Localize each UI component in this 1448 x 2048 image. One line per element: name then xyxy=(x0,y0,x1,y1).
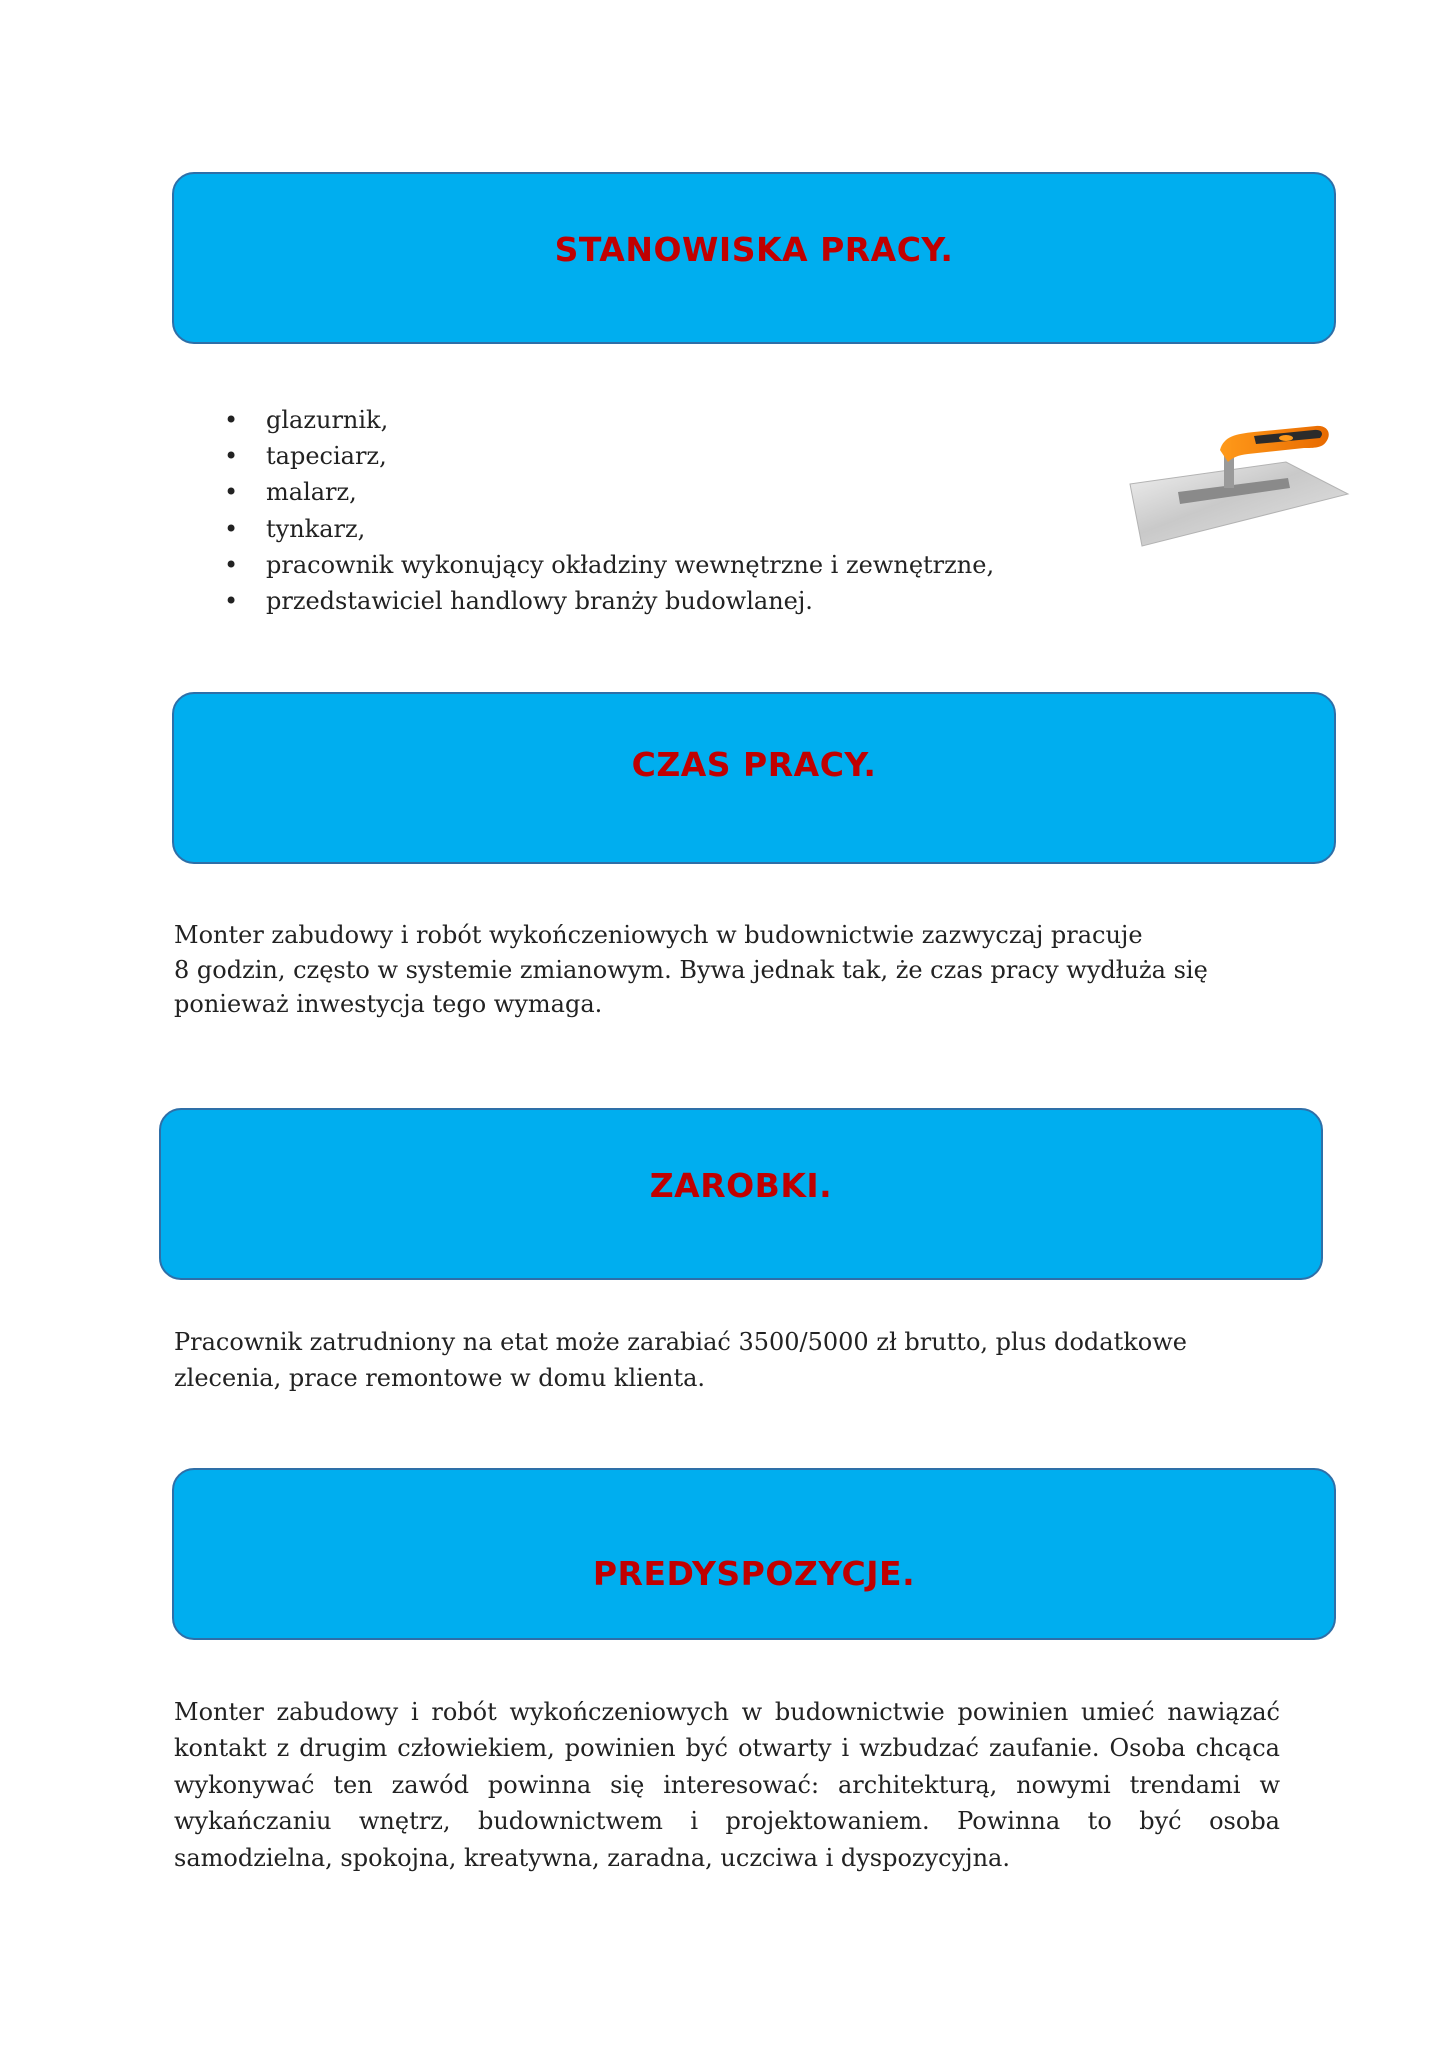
trowel-icon xyxy=(1128,418,1350,553)
banner-zarobki xyxy=(159,1108,1323,1280)
list-item: • tynkarz, xyxy=(224,511,994,547)
heading-czas-pracy: CZAS PRACY. xyxy=(631,745,877,784)
list-item: • pracownik wykonujący okładziny wewnętrzne i zewnętrzne, xyxy=(224,547,994,583)
text-line: 8 godzin, często w systemie zmianowym. Bywa jednak tak, że czas pracy wydłuża się xyxy=(174,955,1208,984)
heading-stanowiska-pracy: STANOWISKA PRACY. xyxy=(554,230,954,269)
list-item: • glazurnik, xyxy=(224,402,994,438)
czas-pracy-text xyxy=(174,918,1280,1022)
predyspozycje-text: Monter zabudowy i robót wykończeniowych w budownictwie powinien umieć nawiązać kontakt z drugim człowiekiem, powinien być otwarty i wzbudzać zaufanie. Osoba chcąca wykonywać ten zawód powinna się interesować: architekturą, nowymi trendami w wykańczaniu wnętrz, budownictwem i projektowaniem. Powinna to być osoba samodzielna, spokojna, kreatywna, zaradna, uczciwa i dyspozycyjna. xyxy=(174,1698,1280,1872)
list-item: • tapeciarz, xyxy=(224,438,994,474)
zarobki-text: Pracownik zatrudniony na etat może zarabiać 3500/5000 zł brutto, plus dodatkowe zlecenia, prace remontowe w domu klienta. xyxy=(174,1328,1187,1392)
banner-predyspozycje xyxy=(172,1468,1336,1640)
heading-zarobki: ZAROBKI. xyxy=(649,1166,833,1205)
list-item: • malarz, xyxy=(224,474,994,510)
heading-predyspozycje: PREDYSPOZYCJE. xyxy=(592,1554,916,1593)
text-line: ponieważ inwestycja tego wymaga. xyxy=(174,990,603,1018)
text-line: Monter zabudowy i robót wykończeniowych w budownictwie zazwyczaj pracuje xyxy=(174,921,1143,949)
job-positions-list xyxy=(224,402,994,619)
list-item: • przedstawiciel handlowy branży budowlanej. xyxy=(224,583,994,619)
banner-czas-pracy xyxy=(172,692,1336,864)
banner-stanowiska-pracy xyxy=(172,172,1336,344)
